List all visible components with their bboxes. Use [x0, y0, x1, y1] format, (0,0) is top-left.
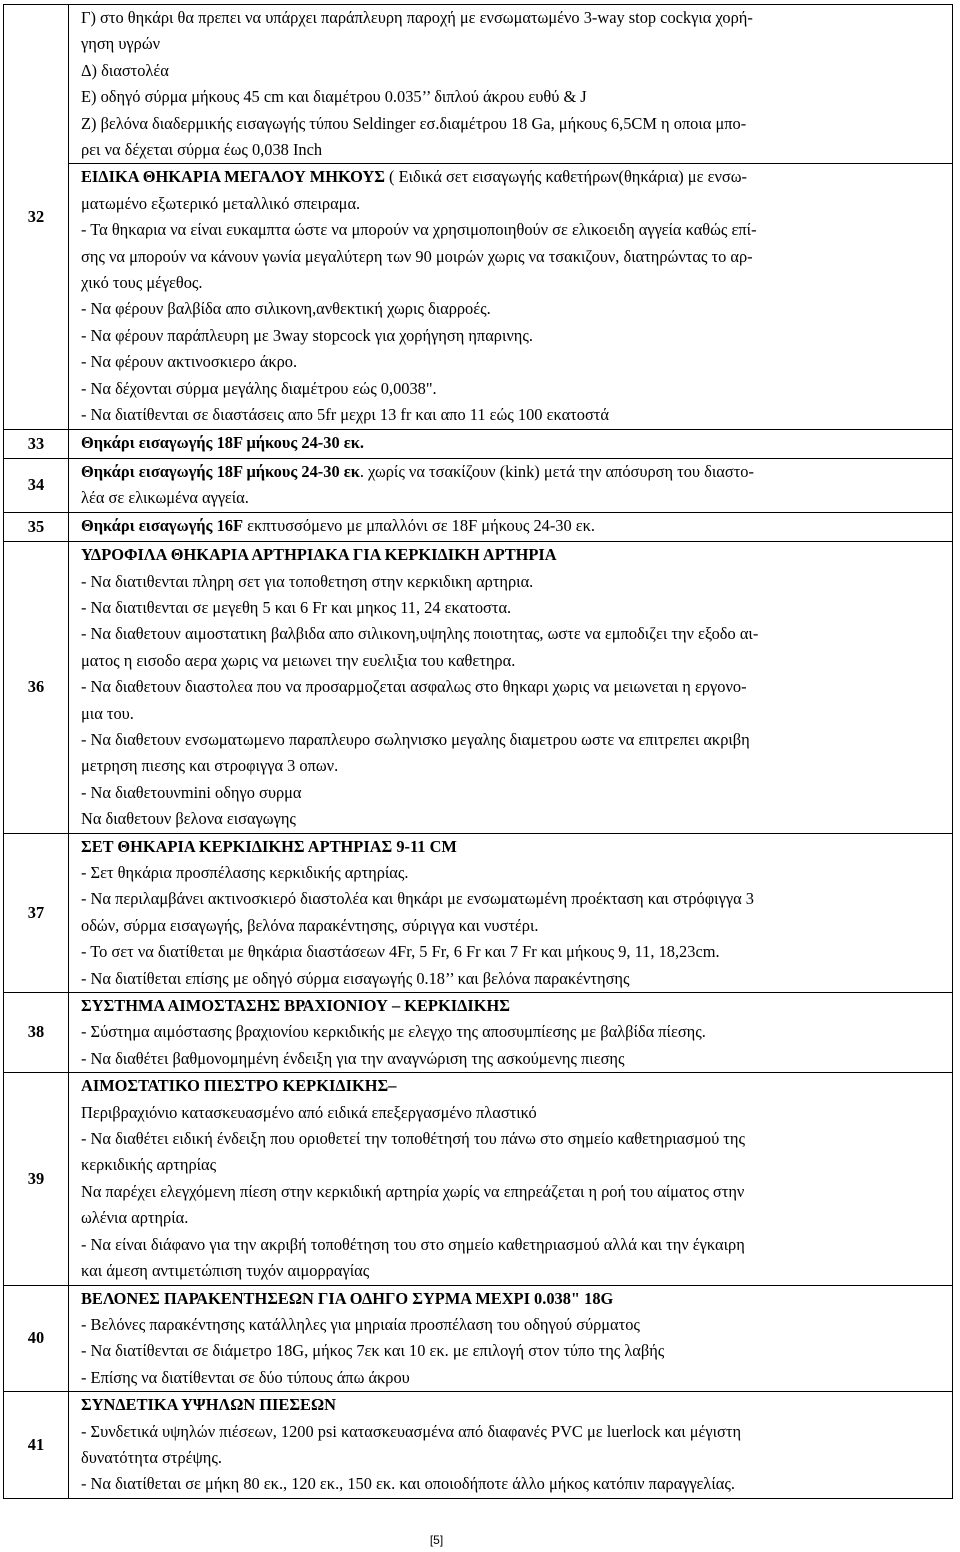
line-text: - Να διατιθενται πληρη σετ για τοποθετηση στην κερκιδικη αρτηρια. [81, 571, 534, 591]
description-line [81, 323, 944, 349]
description-line [81, 1392, 944, 1418]
description-line [81, 5, 944, 31]
item-description [69, 458, 953, 512]
specifications-table [3, 4, 953, 1499]
line-text: Ε) οδηγό σύρμα μήκους 45 cm και διαμέτρου 0.035’’ διπλού άκρου ευθύ & J [81, 87, 587, 107]
item-description [69, 1285, 953, 1392]
line-text: δυνατότητα στρέψης. [81, 1447, 222, 1467]
description-line [81, 1419, 944, 1445]
line-text: ωλένια αρτηρία. [81, 1208, 189, 1228]
description-line [81, 860, 944, 886]
table-row [4, 512, 953, 541]
line-text: - Να διατίθενται σε διαστάσεις απο 5fr μεχρι 13 fr και απο 11 εώς 100 εκατοστά [81, 405, 609, 425]
line-text: - Να διαθέτει ειδική ένδειξη που οριοθετεί την τοποθέτησή του πάνω στο σημείο καθετηριασμού της [81, 1129, 745, 1149]
line-text: Γ) στο θηκάρι θα πρεπει να υπάρχει παράπλευρη παροχή με ενσωματωμένο 3-way stop cockγια χορή- [81, 8, 753, 27]
description-line [81, 376, 944, 402]
line-text: - Να διαθετουνmini οδηγο συρμα [81, 782, 302, 802]
line-text: - Να διαθέτει βαθμονομημένη ένδειξη για την αναγνώριση της ασκούμενης πιεσης [81, 1048, 625, 1068]
description-line [81, 296, 944, 322]
item-heading: ΥΔΡΟΦΙΛΑ ΘΗΚΑΡΙΑ ΑΡΤΗΡΙΑΚΑ ΓΙΑ ΚΕΡΚΙΔΙΚΗ ΑΡΤΗΡΙΑ [81, 545, 557, 565]
description-line [81, 1286, 944, 1312]
table-row [4, 833, 953, 992]
line-text: - Σύστημα αιμόστασης βραχιονίου κερκιδικής με ελεγχο της αποσυμπίεσης με βαλβίδα πίεσης. [81, 1022, 706, 1042]
line-text: και άμεση αντιμετώπιση τυχόν αιμορραγίας [81, 1261, 370, 1281]
item-number: 41 [4, 1392, 69, 1499]
line-text: Δ) διαστολέα [81, 60, 169, 80]
table-row [4, 429, 953, 458]
description-line [81, 886, 944, 912]
description-line [81, 939, 944, 965]
description-line [81, 402, 944, 428]
item-heading: ΕΙΔΙΚΑ ΘΗΚΑΡΙΑ ΜΕΓΑΛΟΥ ΜΗΚΟΥΣ [81, 167, 385, 187]
table-row [4, 993, 953, 1073]
description-line [81, 430, 944, 456]
description-line [81, 780, 944, 806]
line-text: - Σετ θηκάρια προσπέλασης κερκιδικής αρτηρίας. [81, 863, 409, 882]
item-description [69, 512, 953, 541]
item-description [69, 1392, 953, 1499]
item-number: 38 [4, 993, 69, 1073]
description-line [81, 1179, 944, 1205]
line-text: μετρηση πιεσης και στροφιγγα 3 οπων. [81, 756, 339, 776]
line-text: ρει να δέχεται σύρμα έως 0,038 Inch [81, 140, 323, 160]
item-number: 34 [4, 458, 69, 512]
description-line [81, 244, 944, 270]
line-text: λέα σε ελικωμένα αγγεία. [81, 488, 249, 508]
table-row [4, 1285, 953, 1392]
line-text: ματωμένο εξωτερικό μεταλλικό σπειραμα. [81, 193, 361, 213]
item-heading: ΑΙΜΟΣΤΑΤΙΚΟ ΠΙΕΣΤΡΟ ΚΕΡΚΙΔΙΚΗΣ– [81, 1076, 397, 1096]
description-line [81, 1471, 944, 1497]
line-text: - Να φέρουν βαλβίδα απο σιλικονη,ανθεκτική χωρις διαρροές. [81, 299, 491, 319]
description-line [81, 1365, 944, 1391]
description-line [81, 621, 944, 647]
line-text: Περιβραχιόνιο κατασκευασμένο από ειδικά επεξεργασμένο πλαστικό [81, 1102, 537, 1122]
item-heading: ΣΕΤ ΘΗΚΑΡΙΑ ΚΕΡΚΙΔΙΚΗΣ ΑΡΤΗΡΙΑΣ 9-11 CM [81, 836, 457, 856]
description-line [81, 217, 944, 243]
description-line [81, 648, 944, 674]
line-text: ( Ειδικά σετ εισαγωγής καθετήρων(θηκάρια) με ενσω- [384, 167, 747, 187]
line-text: μια του. [81, 703, 134, 723]
description-line [81, 753, 944, 779]
line-text: - Να διατίθεται επίσης με οδηγό σύρμα εισαγωγής 0.18’’ και βελόνα παρακέντησης [81, 968, 630, 988]
description-line [81, 595, 944, 621]
line-text: Να διαθετουν βελονα εισαγωγης [81, 809, 296, 829]
line-text: σης να μπορούν να κάνουν γωνία μεγαλύτερη των 90 μοιρών χωρις να τσακιζουν, διατηρώντας το αρ- [81, 246, 753, 266]
description-line [81, 1338, 944, 1364]
item-description [69, 833, 953, 992]
description-line [81, 1152, 944, 1178]
line-text: - Να διατίθενται σε διάμετρο 18G, μήκος 7εκ και 10 εκ. με επιλογή στον τύπο της λαβής [81, 1341, 665, 1361]
description-line [81, 513, 944, 539]
table-row [4, 542, 953, 833]
line-text: - Να δέχονται σύρμα μεγάλης διαμέτρου εώς 0,0038". [81, 378, 437, 398]
description-line [81, 191, 944, 217]
line-text: χικό τους μέγεθος. [81, 273, 203, 293]
line-text: . χωρίς να τσακίζουν (kink) μετά την απόσυρση του διαστο- [359, 461, 754, 481]
line-text: Να παρέχει ελεγχόμενη πίεση στην κερκιδική αρτηρία χωρίς να επηρεάζεται η ροή του αίματος στην [81, 1181, 745, 1201]
line-text: - Το σετ να διατίθεται με θηκάρια διαστάσεων 4Fr, 5 Fr, 6 Fr και 7 Fr και μήκους 9, 11, 18,23cm. [81, 942, 720, 962]
item-description [69, 429, 953, 458]
description-line [81, 1046, 944, 1072]
table-row [4, 1073, 953, 1285]
item-number: 36 [4, 542, 69, 833]
description-line [81, 1073, 944, 1099]
line-text: - Να διαθετουν αιμοστατικη βαλβιδα απο σιλικονη,υψηλης ποιοτητας, ωστε να εμποδιζει την εξοδο αι- [81, 624, 759, 644]
description-line [81, 270, 944, 296]
description-line [81, 569, 944, 595]
line-text: - Να είναι διάφανο για την ακριβή τοποθέτηση του στο σημείο καθετηριασμού αλλά και την έγκαιρη [81, 1234, 745, 1254]
description-line [81, 966, 944, 992]
item-description [69, 542, 953, 833]
item-description [69, 5, 953, 164]
item-number: 37 [4, 833, 69, 992]
line-text: - Να διατίθεται σε μήκη 80 εκ., 120 εκ., 150 εκ. και οποιοδήποτε άλλο μήκος κατόπιν παραγγελίας. [81, 1474, 735, 1494]
line-text: - Βελόνες παρακέντησης κατάλληλες για μηριαία προσπέλαση του οδηγού σύρματος [81, 1314, 640, 1334]
description-line [81, 1126, 944, 1152]
description-line [81, 111, 944, 137]
description-line [81, 701, 944, 727]
description-line [81, 1258, 944, 1284]
description-line [81, 1019, 944, 1045]
description-line [81, 58, 944, 84]
description-line [81, 993, 944, 1019]
item-heading: Θηκάρι εισαγωγής 18F μήκους 24-30 εκ. [81, 432, 364, 452]
item-number: 40 [4, 1285, 69, 1392]
description-line [81, 84, 944, 110]
line-text: - Τα θηκαρια να είναι ευκαμπτα ώστε να μπορούν να χρησιμοποιηθούν σε ελικοειδη αγγεία καθώς επί- [81, 220, 757, 240]
line-text: Ζ) βελόνα διαδερμικής εισαγωγής τύπου Seldinger εσ.διαμέτρου 18 Ga, μήκους 6,5CM η οποια μπο- [81, 113, 747, 133]
table-row [4, 458, 953, 512]
description-line [81, 806, 944, 832]
description-line [81, 834, 944, 860]
description-line [81, 164, 944, 190]
description-line [81, 674, 944, 700]
description-line [81, 485, 944, 511]
line-text: - Να διαθετουν ενσωματωμενο παραπλευρο σωληνισκο μεγαλης διαμετρου ωστε να επιτρεπει ακριβη [81, 729, 750, 749]
line-text: ματος η εισοδο αερα χωρις να μειωνει την ευελιξια του καθετηρα. [81, 650, 516, 670]
item-heading: Θηκάρι εισαγωγής 16F [81, 515, 243, 535]
line-text: - Να διαθετουν διαστολεα που να προσαρμοζεται ασφαλως στο θηκαρι χωρις να μειωνεται η εργονο- [81, 677, 747, 697]
item-description [69, 993, 953, 1073]
line-text: - Να διατιθενται σε μεγεθη 5 και 6 Fr και μηκος 11, 24 εκατοστα. [81, 597, 512, 617]
description-line [81, 1232, 944, 1258]
description-line [81, 1100, 944, 1126]
item-number: 35 [4, 512, 69, 541]
description-line [81, 459, 944, 485]
description-line [81, 542, 944, 568]
description-line [81, 1445, 944, 1471]
description-line [81, 31, 944, 57]
table-row [4, 5, 953, 164]
description-line [81, 727, 944, 753]
line-text: - Να φέρουν παράπλευρη με 3way stopcock για χορήγηση ηπαρινης. [81, 325, 533, 345]
description-line [81, 349, 944, 375]
line-text: - Να φέρουν ακτινοσκιερο άκρο. [81, 352, 298, 372]
description-line [81, 913, 944, 939]
item-heading: ΣΥΝΔΕΤΙΚΑ ΥΨΗΛΩΝ ΠΙΕΣΕΩΝ [81, 1395, 336, 1415]
description-line [81, 1205, 944, 1231]
specifications-table-body [4, 5, 953, 1499]
item-number: 39 [4, 1073, 69, 1285]
description-line [81, 1312, 944, 1338]
line-text: - Επίσης να διατίθενται σε δύο τύπους άπω άκρου [81, 1367, 410, 1387]
page-number: [5] [429, 1533, 444, 1547]
item-heading: ΣΥΣΤΗΜΑ ΑΙΜΟΣΤΑΣΗΣ ΒΡΑΧΙΟΝΙΟΥ – ΚΕΡΚΙΔΙΚΗΣ [81, 996, 510, 1016]
line-text: - Συνδετικά υψηλών πιέσεων, 1200 psi κατασκευασμένα από διαφανές PVC με luerlock και μέγιστη [81, 1421, 742, 1441]
line-text: εκπτυσσόμενο με μπαλλόνι σε 18F μήκους 24-30 εκ. [242, 515, 596, 535]
line-text: - Να περιλαμβάνει ακτινοσκιερό διαστολέα και θηκάρι με ενσωματωμένη προέκταση και στρόφιγγα 3 [81, 889, 754, 909]
item-number: 33 [4, 429, 69, 458]
line-text: οδών, σύρμα εισαγωγής, βελόνα παρακέντησης, σύριγγα και νυστέρι. [81, 915, 539, 935]
description-line [81, 137, 944, 163]
table-row [4, 1392, 953, 1499]
line-text: γηση υγρών [81, 34, 161, 54]
item-description [69, 1073, 953, 1285]
line-text: κερκιδικής αρτηρίας [81, 1155, 217, 1175]
item-description [69, 164, 953, 429]
table-row [4, 164, 953, 429]
item-number: 32 [4, 5, 69, 430]
item-heading: Θηκάρι εισαγωγής 18F μήκους 24-30 εκ [81, 461, 360, 481]
item-heading: ΒΕΛΟΝΕΣ ΠΑΡΑΚΕΝΤΗΣΕΩΝ ΓΙΑ ΟΔΗΓΟ ΣΥΡΜΑ ΜΕΧΡΙ 0.038" 18G [81, 1288, 614, 1308]
